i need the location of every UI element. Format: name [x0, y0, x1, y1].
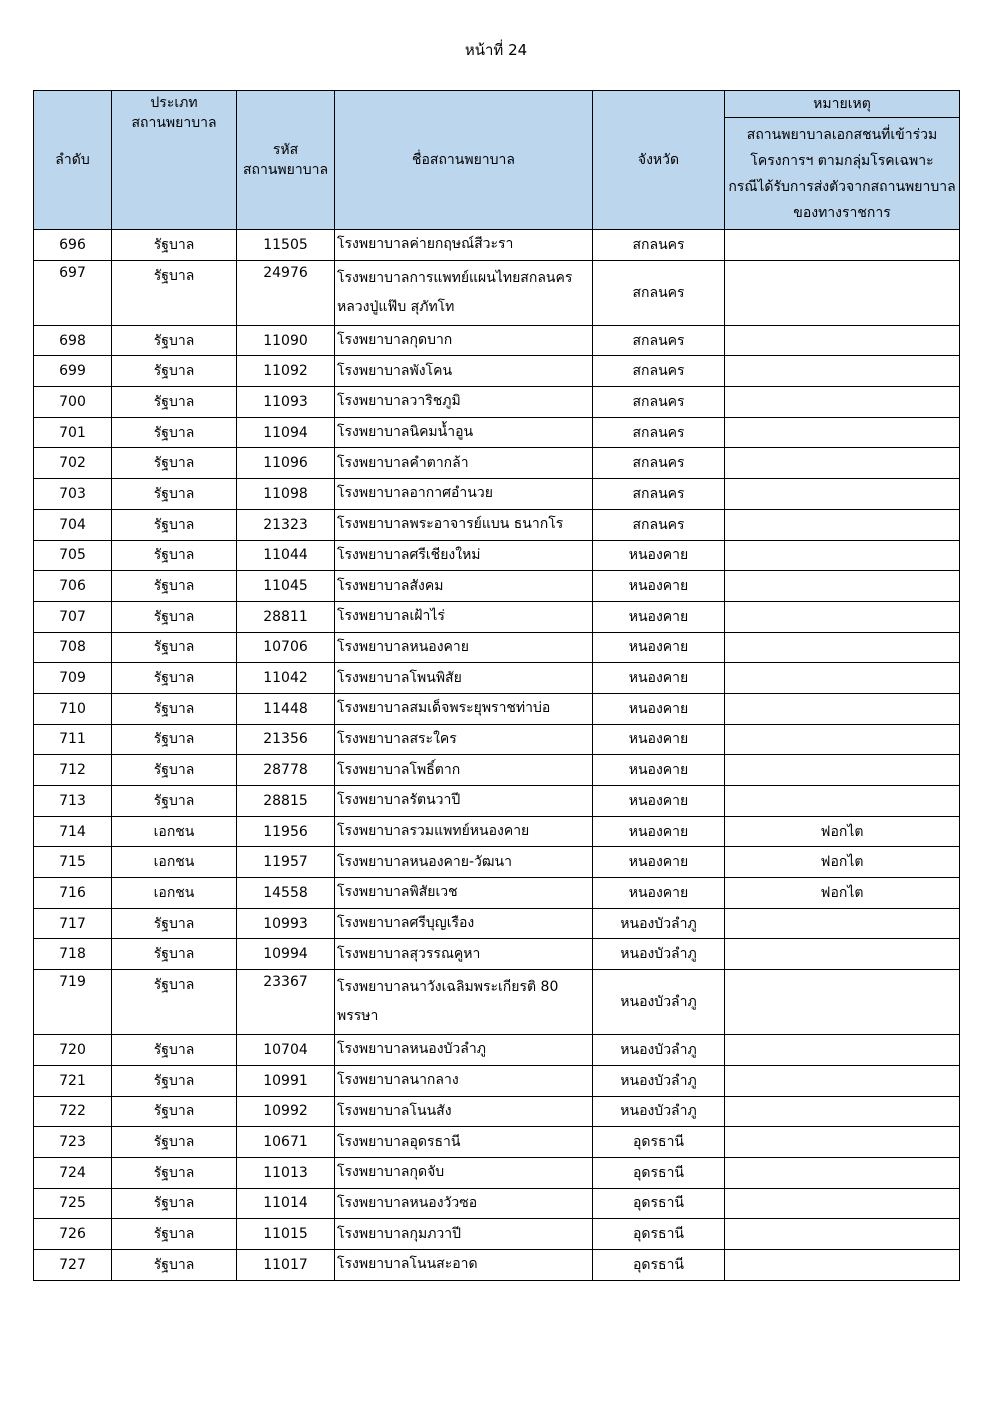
row-number: 713 — [34, 786, 112, 817]
table-row — [34, 724, 960, 755]
hospital-type: รัฐบาล — [112, 479, 237, 510]
table-row — [34, 1127, 960, 1158]
province: สกลนคร — [593, 260, 725, 325]
remark — [725, 939, 960, 970]
province: หนองบัวลำภู — [593, 939, 725, 970]
table-row — [34, 1219, 960, 1250]
row-number: 705 — [34, 540, 112, 571]
table-row — [34, 601, 960, 632]
remark — [725, 632, 960, 663]
province: หนองบัวลำภู — [593, 970, 725, 1035]
row-number: 715 — [34, 847, 112, 878]
header-code: รหัส สถานพยาบาล — [237, 91, 335, 230]
row-number: 696 — [34, 230, 112, 261]
hospital-type: รัฐบาล — [112, 1035, 237, 1066]
remark — [725, 755, 960, 786]
table-row — [34, 571, 960, 602]
remark — [725, 724, 960, 755]
table-row — [34, 230, 960, 261]
hospital-type: รัฐบาล — [112, 571, 237, 602]
remark — [725, 601, 960, 632]
hospital-name: โรงพยาบาลศรีบุญเรือง — [335, 908, 593, 939]
hospital-name: โรงพยาบาลพิสัยเวช — [335, 878, 593, 909]
row-number: 703 — [34, 479, 112, 510]
row-number: 723 — [34, 1127, 112, 1158]
hospital-code: 28778 — [237, 755, 335, 786]
hospital-name: โรงพยาบาลค่ายกฤษณ์สีวะรา — [335, 230, 593, 261]
hospital-type: รัฐบาล — [112, 1188, 237, 1219]
row-number: 697 — [34, 260, 112, 325]
table-row — [34, 755, 960, 786]
row-number: 721 — [34, 1065, 112, 1096]
hospital-name: โรงพยาบาลนากลาง — [335, 1065, 593, 1096]
hospital-type: รัฐบาล — [112, 1157, 237, 1188]
hospital-name: โรงพยาบาลกุมภวาปี — [335, 1219, 593, 1250]
table-row — [34, 356, 960, 387]
remark — [725, 509, 960, 540]
remark: ฟอกไต — [725, 847, 960, 878]
remark — [725, 1219, 960, 1250]
hospital-name: โรงพยาบาลการแพทย์แผนไทยสกลนคร หลวงปู่แฟ๊บ สุภัทโท — [335, 260, 593, 325]
province: หนองคาย — [593, 786, 725, 817]
province: สกลนคร — [593, 230, 725, 261]
remark: ฟอกไต — [725, 816, 960, 847]
header-name: ชื่อสถานพยาบาล — [335, 91, 593, 230]
hospital-code: 11092 — [237, 356, 335, 387]
row-number: 717 — [34, 908, 112, 939]
table-row — [34, 663, 960, 694]
province: อุดรธานี — [593, 1249, 725, 1280]
remark — [725, 1157, 960, 1188]
hospital-type: รัฐบาล — [112, 356, 237, 387]
hospital-code: 10994 — [237, 939, 335, 970]
province: หนองคาย — [593, 816, 725, 847]
hospital-code: 23367 — [237, 970, 335, 1035]
province: สกลนคร — [593, 479, 725, 510]
hospital-type: รัฐบาล — [112, 1219, 237, 1250]
row-number: 720 — [34, 1035, 112, 1066]
hospital-code: 21323 — [237, 509, 335, 540]
remark — [725, 786, 960, 817]
hospital-type: เอกชน — [112, 816, 237, 847]
row-number: 726 — [34, 1219, 112, 1250]
hospital-name: โรงพยาบาลสังคม — [335, 571, 593, 602]
header-province: จังหวัด — [593, 91, 725, 230]
province: สกลนคร — [593, 417, 725, 448]
hospital-type: รัฐบาล — [112, 1096, 237, 1127]
hospital-name: โรงพยาบาลสระใคร — [335, 724, 593, 755]
header-no: ลำดับ — [34, 91, 112, 230]
hospital-name: โรงพยาบาลคำตากล้า — [335, 448, 593, 479]
province: หนองบัวลำภู — [593, 908, 725, 939]
hospital-code: 28815 — [237, 786, 335, 817]
table-row — [34, 325, 960, 356]
hospital-type: รัฐบาล — [112, 1249, 237, 1280]
hospital-code: 11448 — [237, 693, 335, 724]
remark — [725, 230, 960, 261]
header-remark-sub: สถานพยาบาลเอกสชนที่เข้าร่วม โครงการฯ ตามกลุ่มโรคเฉพาะ กรณีได้รับการส่งตัวจากสถานพยาบาล ของทางราชการ — [725, 118, 960, 230]
table-body — [34, 230, 960, 1281]
hospital-type: รัฐบาล — [112, 325, 237, 356]
hospital-code: 10704 — [237, 1035, 335, 1066]
hospital-code: 10993 — [237, 908, 335, 939]
table-header — [34, 91, 960, 230]
hospital-code: 10992 — [237, 1096, 335, 1127]
hospital-code: 14558 — [237, 878, 335, 909]
hospital-name: โรงพยาบาลพระอาจารย์แบน ธนากโร — [335, 509, 593, 540]
row-number: 724 — [34, 1157, 112, 1188]
row-number: 710 — [34, 693, 112, 724]
row-number: 706 — [34, 571, 112, 602]
remark — [725, 448, 960, 479]
hospital-code: 11094 — [237, 417, 335, 448]
table-row — [34, 908, 960, 939]
table-row — [34, 970, 960, 1035]
hospital-type: รัฐบาล — [112, 448, 237, 479]
table-row — [34, 816, 960, 847]
province: หนองคาย — [593, 632, 725, 663]
remark — [725, 260, 960, 325]
row-number: 704 — [34, 509, 112, 540]
hospital-name: โรงพยาบาลศรีเชียงใหม่ — [335, 540, 593, 571]
remark — [725, 1035, 960, 1066]
hospital-code: 10991 — [237, 1065, 335, 1096]
row-number: 700 — [34, 387, 112, 418]
row-number: 698 — [34, 325, 112, 356]
province: หนองคาย — [593, 724, 725, 755]
hospital-type: รัฐบาล — [112, 387, 237, 418]
hospital-name: โรงพยาบาลวาริชภูมิ — [335, 387, 593, 418]
hospital-name: โรงพยาบาลโพนพิสัย — [335, 663, 593, 694]
hospital-name: โรงพยาบาลอุดรธานี — [335, 1127, 593, 1158]
row-number: 711 — [34, 724, 112, 755]
hospital-name: โรงพยาบาลนาวังเฉลิมพระเกียรติ 80 พรรษา — [335, 970, 593, 1035]
hospital-name: โรงพยาบาลพังโคน — [335, 356, 593, 387]
hospital-code: 21356 — [237, 724, 335, 755]
hospital-type: รัฐบาล — [112, 509, 237, 540]
hospital-type: รัฐบาล — [112, 632, 237, 663]
remark — [725, 908, 960, 939]
table-row — [34, 1035, 960, 1066]
row-number: 719 — [34, 970, 112, 1035]
row-number: 701 — [34, 417, 112, 448]
hospital-code: 11042 — [237, 663, 335, 694]
hospital-name: โรงพยาบาลรัตนวาปี — [335, 786, 593, 817]
table-row — [34, 939, 960, 970]
remark — [725, 1096, 960, 1127]
hospital-name: โรงพยาบาลหนองวัวซอ — [335, 1188, 593, 1219]
hospital-name: โรงพยาบาลอากาศอำนวย — [335, 479, 593, 510]
table-row — [34, 1157, 960, 1188]
hospital-name: โรงพยาบาลโนนสัง — [335, 1096, 593, 1127]
remark — [725, 1249, 960, 1280]
hospital-code: 11044 — [237, 540, 335, 571]
header-type: ประเภท สถานพยาบาล — [112, 91, 237, 230]
remark — [725, 663, 960, 694]
province: หนองคาย — [593, 878, 725, 909]
remark — [725, 1127, 960, 1158]
hospital-type: รัฐบาล — [112, 417, 237, 448]
hospital-code: 28811 — [237, 601, 335, 632]
hospital-code: 11956 — [237, 816, 335, 847]
remark — [725, 387, 960, 418]
table-row — [34, 878, 960, 909]
hospital-type: รัฐบาล — [112, 601, 237, 632]
hospital-name: โรงพยาบาลสุวรรณคูหา — [335, 939, 593, 970]
row-number: 725 — [34, 1188, 112, 1219]
province: หนองบัวลำภู — [593, 1065, 725, 1096]
hospital-type: รัฐบาล — [112, 755, 237, 786]
province: หนองบัวลำภู — [593, 1096, 725, 1127]
hospital-type: รัฐบาล — [112, 786, 237, 817]
hospital-type: รัฐบาล — [112, 230, 237, 261]
table-row — [34, 479, 960, 510]
table-row — [34, 417, 960, 448]
hospital-type: รัฐบาล — [112, 260, 237, 325]
hospital-type: เอกชน — [112, 847, 237, 878]
province: หนองคาย — [593, 663, 725, 694]
province: อุดรธานี — [593, 1219, 725, 1250]
row-number: 714 — [34, 816, 112, 847]
hospital-code: 11015 — [237, 1219, 335, 1250]
hospital-code: 24976 — [237, 260, 335, 325]
table-row — [34, 1188, 960, 1219]
hospital-code: 11957 — [237, 847, 335, 878]
hospital-name: โรงพยาบาลรวมแพทย์หนองคาย — [335, 816, 593, 847]
remark — [725, 693, 960, 724]
remark: ฟอกไต — [725, 878, 960, 909]
hospital-code: 11505 — [237, 230, 335, 261]
hospital-name: โรงพยาบาลเฝ้าไร่ — [335, 601, 593, 632]
row-number: 699 — [34, 356, 112, 387]
row-number: 727 — [34, 1249, 112, 1280]
province: สกลนคร — [593, 325, 725, 356]
hospital-code: 11096 — [237, 448, 335, 479]
table-row — [34, 448, 960, 479]
row-number: 716 — [34, 878, 112, 909]
province: หนองคาย — [593, 693, 725, 724]
province: อุดรธานี — [593, 1188, 725, 1219]
hospital-code: 10671 — [237, 1127, 335, 1158]
table-row — [34, 786, 960, 817]
row-number: 708 — [34, 632, 112, 663]
hospital-name: โรงพยาบาลโนนสะอาด — [335, 1249, 593, 1280]
hospital-code: 11013 — [237, 1157, 335, 1188]
header-remark: หมายเหตุ — [725, 91, 960, 118]
hospital-code: 11098 — [237, 479, 335, 510]
hospital-name: โรงพยาบาลหนองคาย — [335, 632, 593, 663]
remark — [725, 571, 960, 602]
province: หนองคาย — [593, 601, 725, 632]
table-row — [34, 1065, 960, 1096]
row-number: 722 — [34, 1096, 112, 1127]
hospital-type: รัฐบาล — [112, 1127, 237, 1158]
hospital-type: รัฐบาล — [112, 970, 237, 1035]
hospital-code: 11093 — [237, 387, 335, 418]
province: หนองคาย — [593, 571, 725, 602]
row-number: 709 — [34, 663, 112, 694]
hospital-table — [33, 90, 960, 1281]
hospital-code: 11014 — [237, 1188, 335, 1219]
remark — [725, 970, 960, 1035]
hospital-name: โรงพยาบาลโพธิ์ตาก — [335, 755, 593, 786]
table-row — [34, 1096, 960, 1127]
table-row — [34, 509, 960, 540]
row-number: 712 — [34, 755, 112, 786]
table-row — [34, 693, 960, 724]
province: อุดรธานี — [593, 1127, 725, 1158]
province: อุดรธานี — [593, 1157, 725, 1188]
hospital-type: รัฐบาล — [112, 724, 237, 755]
hospital-name: โรงพยาบาลนิคมน้ำอูน — [335, 417, 593, 448]
province: หนองคาย — [593, 755, 725, 786]
remark — [725, 479, 960, 510]
province: หนองคาย — [593, 847, 725, 878]
remark — [725, 540, 960, 571]
remark — [725, 1188, 960, 1219]
hospital-code: 11045 — [237, 571, 335, 602]
hospital-code: 11090 — [237, 325, 335, 356]
hospital-name: โรงพยาบาลกุดจับ — [335, 1157, 593, 1188]
remark — [725, 356, 960, 387]
page-number: หน้าที่ 24 — [464, 41, 528, 59]
hospital-name: โรงพยาบาลสมเด็จพระยุพราชท่าบ่อ — [335, 693, 593, 724]
remark — [725, 417, 960, 448]
province: หนองคาย — [593, 540, 725, 571]
hospital-type: รัฐบาล — [112, 939, 237, 970]
hospital-type: รัฐบาล — [112, 908, 237, 939]
hospital-type: รัฐบาล — [112, 1065, 237, 1096]
table-row — [34, 1249, 960, 1280]
hospital-type: รัฐบาล — [112, 663, 237, 694]
remark — [725, 325, 960, 356]
table-row — [34, 387, 960, 418]
row-number: 707 — [34, 601, 112, 632]
province: สกลนคร — [593, 509, 725, 540]
hospital-name: โรงพยาบาลหนองคาย-วัฒนา — [335, 847, 593, 878]
row-number: 718 — [34, 939, 112, 970]
table-row — [34, 540, 960, 571]
table-row — [34, 260, 960, 325]
row-number: 702 — [34, 448, 112, 479]
province: สกลนคร — [593, 387, 725, 418]
hospital-code: 11017 — [237, 1249, 335, 1280]
table-row — [34, 632, 960, 663]
hospital-name: โรงพยาบาลหนองบัวลำภู — [335, 1035, 593, 1066]
remark — [725, 1065, 960, 1096]
hospital-type: รัฐบาล — [112, 693, 237, 724]
province: หนองบัวลำภู — [593, 1035, 725, 1066]
province: สกลนคร — [593, 448, 725, 479]
table-row — [34, 847, 960, 878]
province: สกลนคร — [593, 356, 725, 387]
hospital-code: 10706 — [237, 632, 335, 663]
hospital-type: เอกชน — [112, 878, 237, 909]
hospital-type: รัฐบาล — [112, 540, 237, 571]
hospital-name: โรงพยาบาลกุดบาก — [335, 325, 593, 356]
